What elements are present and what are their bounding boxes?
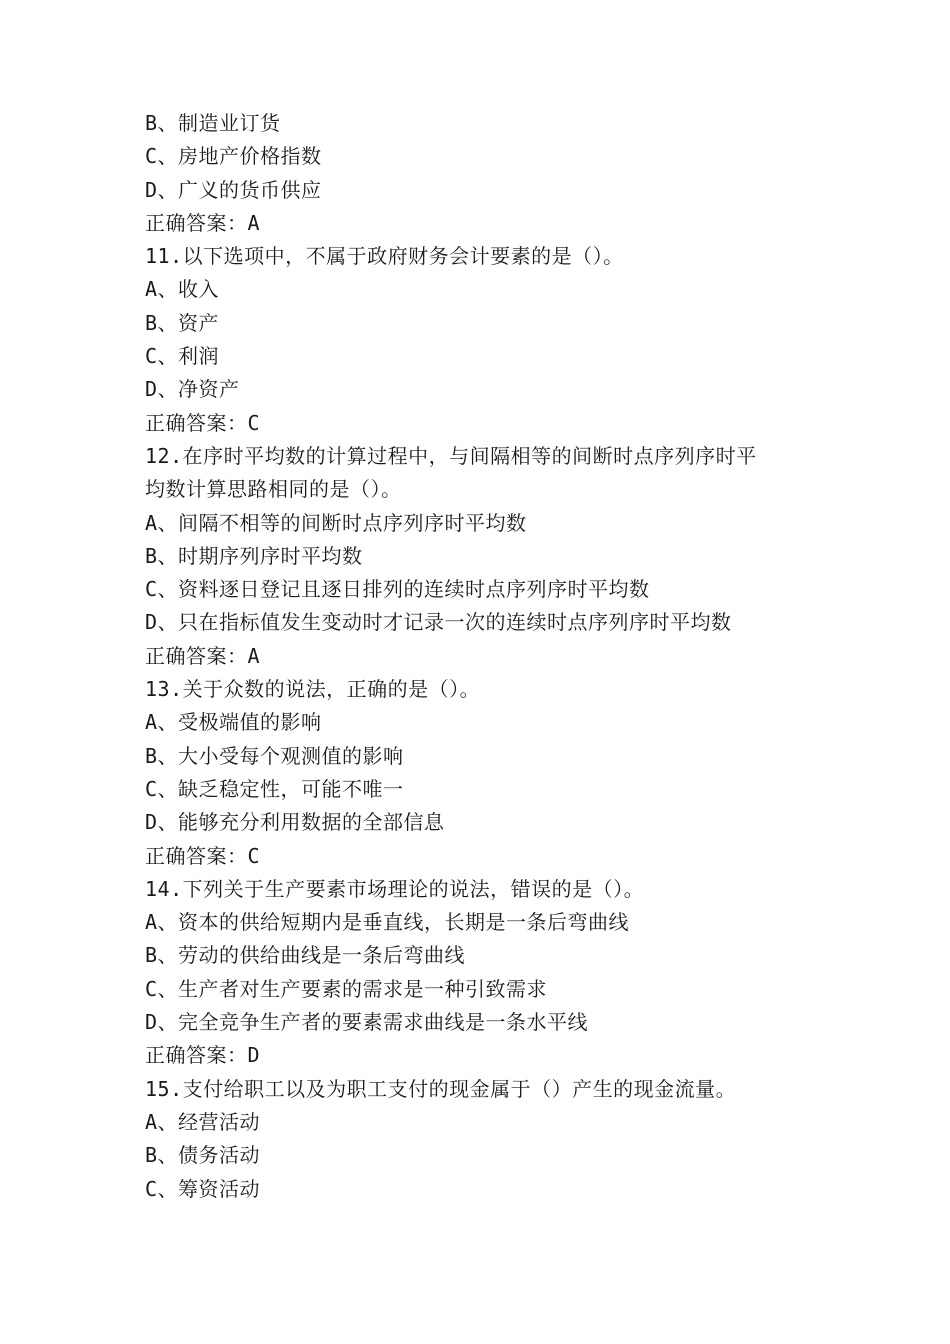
option-line: D、完全竞争生产者的要素需求曲线是一条水平线 [145,1010,589,1035]
option-line: C、资料逐日登记且逐日排列的连续时点序列序时平均数 [145,577,650,602]
option-line: C、房地产价格指数 [145,144,322,169]
answer-line: 正确答案：A [145,210,261,235]
option-line: C、利润 [145,344,220,369]
option-line: D、净资产 [145,377,240,402]
question-line: 11.以下选项中，不属于政府财务会计要素的是（）。 [145,244,624,269]
option-line: C、缺乏稳定性，可能不唯一 [145,776,404,801]
answer-line: 正确答案：C [145,410,261,435]
option-line: A、经营活动 [145,1109,261,1134]
option-line: A、收入 [145,277,220,302]
option-line: B、劳动的供给曲线是一条后弯曲线 [145,943,466,968]
question-continuation-line: 均数计算思路相同的是（）。 [145,477,402,502]
option-line: D、只在指标值发生变动时才记录一次的连续时点序列序时平均数 [145,610,732,635]
option-line: B、大小受每个观测值的影响 [145,743,404,768]
answer-line: 正确答案：D [145,1043,261,1068]
answer-line: 正确答案：C [145,843,261,868]
option-line: C、生产者对生产要素的需求是一种引致需求 [145,976,548,1001]
option-line: B、资产 [145,310,220,335]
option-line: A、资本的供给短期内是垂直线，长期是一条后弯曲线 [145,910,630,935]
question-line: 14.下列关于生产要素市场理论的说法，错误的是（）。 [145,876,645,901]
option-line: B、债务活动 [145,1143,261,1168]
option-line: D、能够充分利用数据的全部信息 [145,810,445,835]
question-line: 12.在序时平均数的计算过程中，与间隔相等的间断时点序列序时平 [145,443,757,468]
document-page [145,107,825,1206]
option-line: B、制造业订货 [145,111,281,135]
option-line: D、广义的货币供应 [145,177,322,202]
option-line: A、受极端值的影响 [145,710,322,735]
answer-line: 正确答案：A [145,643,261,668]
option-line: B、时期序列序时平均数 [145,543,363,568]
option-line: A、间隔不相等的间断时点序列序时平均数 [145,510,527,535]
option-line: C、筹资活动 [145,1176,261,1201]
question-line: 13.关于众数的说法，正确的是（）。 [145,677,481,702]
question-line: 15.支付给职工以及为职工支付的现金属于（）产生的现金流量。 [145,1076,737,1101]
